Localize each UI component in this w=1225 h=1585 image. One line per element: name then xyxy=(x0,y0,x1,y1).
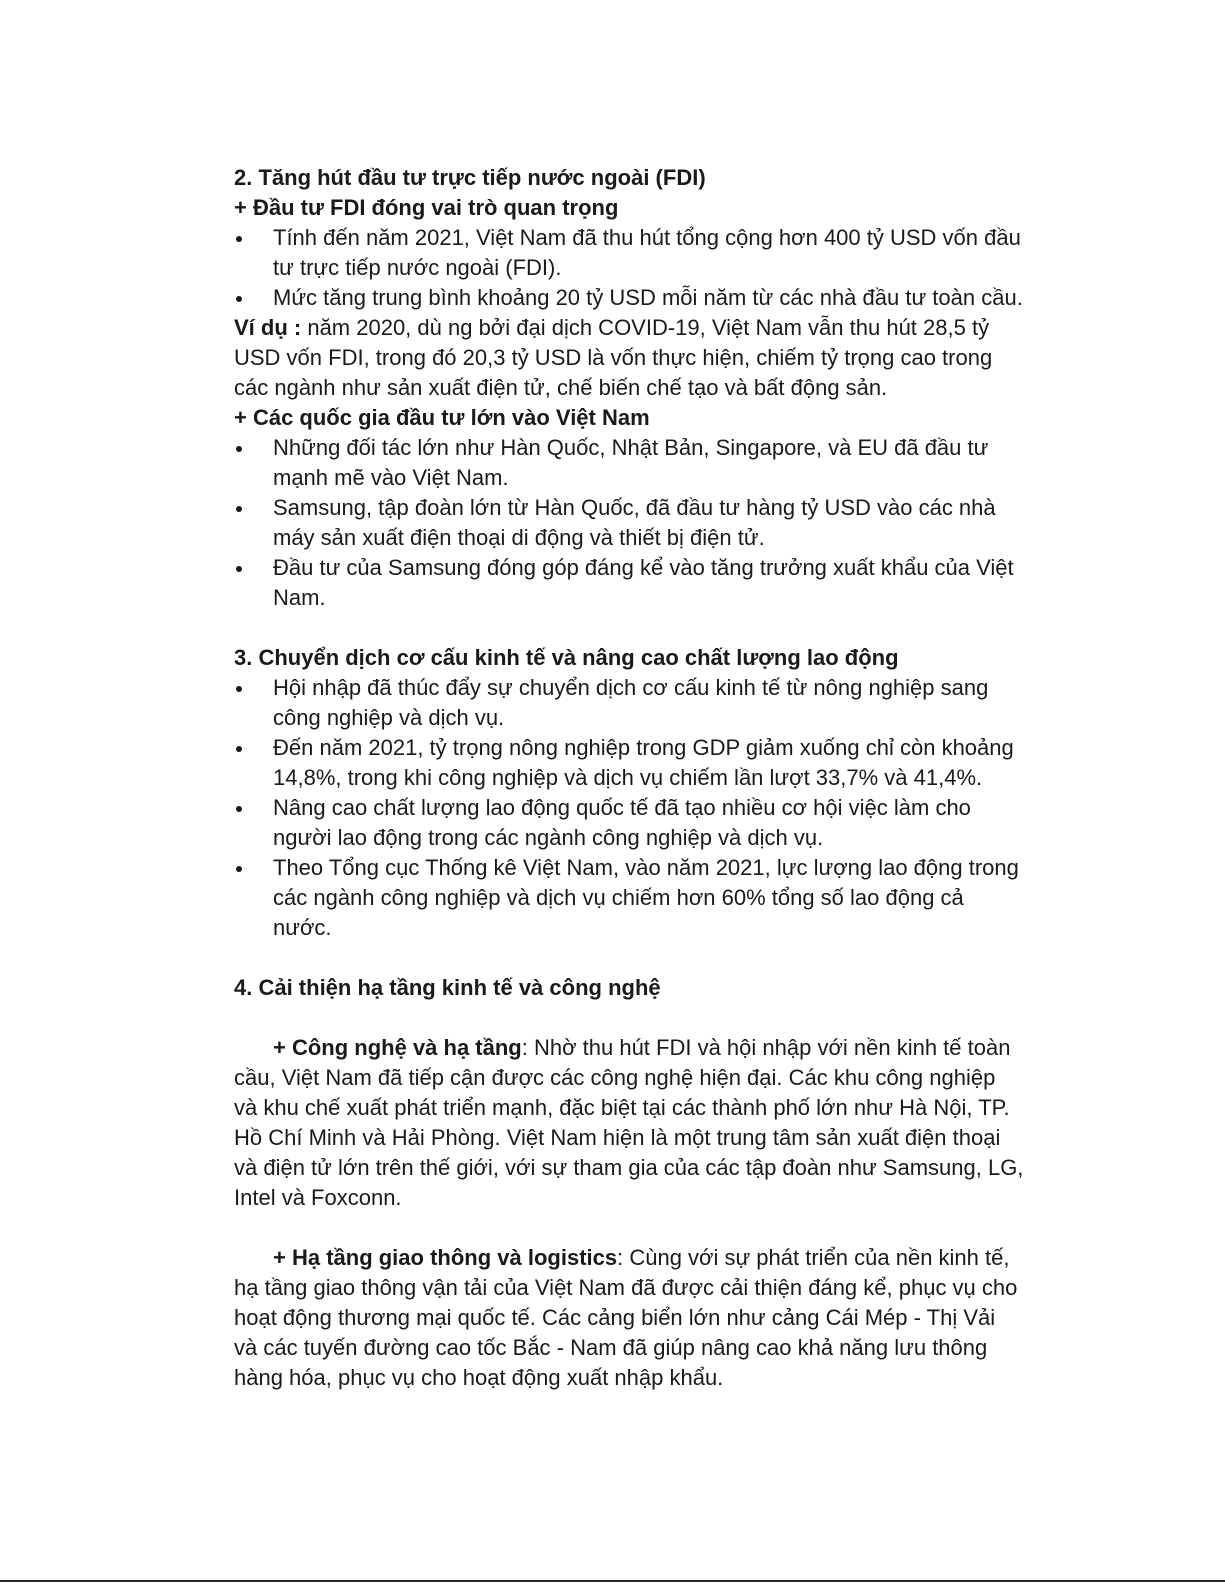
section-2-subheading-fdi-role: + Đầu tư FDI đóng vai trò quan trọng xyxy=(234,195,619,220)
technology-paragraph xyxy=(234,1033,1024,1213)
section-3-heading: 3. Chuyển dịch cơ cấu kinh tế và nâng cao chất lượng lao động xyxy=(234,645,899,670)
example-text: năm 2020, dù ng bởi đại dịch COVID-19, Việt Nam vẫn thu hút 28,5 tỷ USD vốn FDI, trong đó 20,3 tỷ USD là vốn thực hiện, chiếm tỷ trọng cao trong các ngành như sản xuất điện tử, chế biến chế tạo và bất động sản. xyxy=(234,315,993,400)
list-item: Những đối tác lớn như Hàn Quốc, Nhật Bản, Singapore, và EU đã đầu tư mạnh mẽ vào Việt Nam. xyxy=(234,433,1024,493)
section-2-bullet-list-2 xyxy=(234,433,1024,613)
technology-text: : Nhờ thu hút FDI và hội nhập với nền kinh tế toàn cầu, Việt Nam đã tiếp cận được các công nghệ hiện đại. Các khu công nghiệp và khu chế xuất phát triển mạnh, đặc biệt tại các thành phố lớn như Hà Nội, TP. Hồ Chí Minh và Hải Phòng. Việt Nam hiện là một trung tâm sản xuất điện thoại và điện tử lớn trên thế giới, với sự tham gia của các tập đoàn như Samsung, LG, Intel và Foxconn. xyxy=(234,1035,1024,1210)
section-3-bullet-list xyxy=(234,673,1024,943)
example-label: Ví dụ : xyxy=(234,315,302,340)
example-paragraph xyxy=(234,313,1024,403)
logistics-text: : Cùng với sự phát triển của nền kinh tế, hạ tầng giao thông vận tải của Việt Nam đã được cải thiện đáng kể, phục vụ cho hoạt động thương mại quốc tế. Các cảng biển lớn như cảng Cái Mép - Thị Vải và các tuyến đường cao tốc Bắc - Nam đã giúp nâng cao khả năng lưu thông hàng hóa, phục vụ cho hoạt động xuất nhập khẩu. xyxy=(234,1245,1018,1390)
list-item: Đầu tư của Samsung đóng góp đáng kể vào tăng trưởng xuất khẩu của Việt Nam. xyxy=(234,553,1024,613)
logistics-paragraph xyxy=(234,1243,1024,1393)
list-item: Theo Tổng cục Thống kê Việt Nam, vào năm 2021, lực lượng lao động trong các ngành công nghiệp và dịch vụ chiếm hơn 60% tổng số lao động cả nước. xyxy=(234,853,1024,943)
section-2-bullet-list-1 xyxy=(234,223,1024,313)
logistics-label: + Hạ tầng giao thông và logistics xyxy=(273,1245,618,1270)
spacer xyxy=(234,1003,1024,1033)
list-item: Mức tăng trung bình khoảng 20 tỷ USD mỗi năm từ các nhà đầu tư toàn cầu. xyxy=(234,283,1024,313)
document-page xyxy=(234,163,1024,1393)
list-item: Đến năm 2021, tỷ trọng nông nghiệp trong GDP giảm xuống chỉ còn khoảng 14,8%, trong khi công nghiệp và dịch vụ chiếm lần lượt 33,7% và 41,4%. xyxy=(234,733,1024,793)
technology-label: + Công nghệ và hạ tầng xyxy=(273,1035,522,1060)
section-4-heading: 4. Cải thiện hạ tầng kinh tế và công nghệ xyxy=(234,975,661,1000)
section-2-heading: 2. Tăng hút đầu tư trực tiếp nước ngoài (FDI) xyxy=(234,165,706,190)
spacer xyxy=(234,1213,1024,1243)
spacer xyxy=(234,943,1024,973)
page-bottom-border xyxy=(0,1580,1225,1582)
spacer xyxy=(234,613,1024,643)
list-item: Samsung, tập đoàn lớn từ Hàn Quốc, đã đầu tư hàng tỷ USD vào các nhà máy sản xuất điện thoại di động và thiết bị điện tử. xyxy=(234,493,1024,553)
list-item: Tính đến năm 2021, Việt Nam đã thu hút tổng cộng hơn 400 tỷ USD vốn đầu tư trực tiếp nước ngoài (FDI). xyxy=(234,223,1024,283)
list-item: Hội nhập đã thúc đẩy sự chuyển dịch cơ cấu kinh tế từ nông nghiệp sang công nghiệp và dịch vụ. xyxy=(234,673,1024,733)
section-2-subheading-investors: + Các quốc gia đầu tư lớn vào Việt Nam xyxy=(234,405,650,430)
list-item: Nâng cao chất lượng lao động quốc tế đã tạo nhiều cơ hội việc làm cho người lao động trong các ngành công nghiệp và dịch vụ. xyxy=(234,793,1024,853)
